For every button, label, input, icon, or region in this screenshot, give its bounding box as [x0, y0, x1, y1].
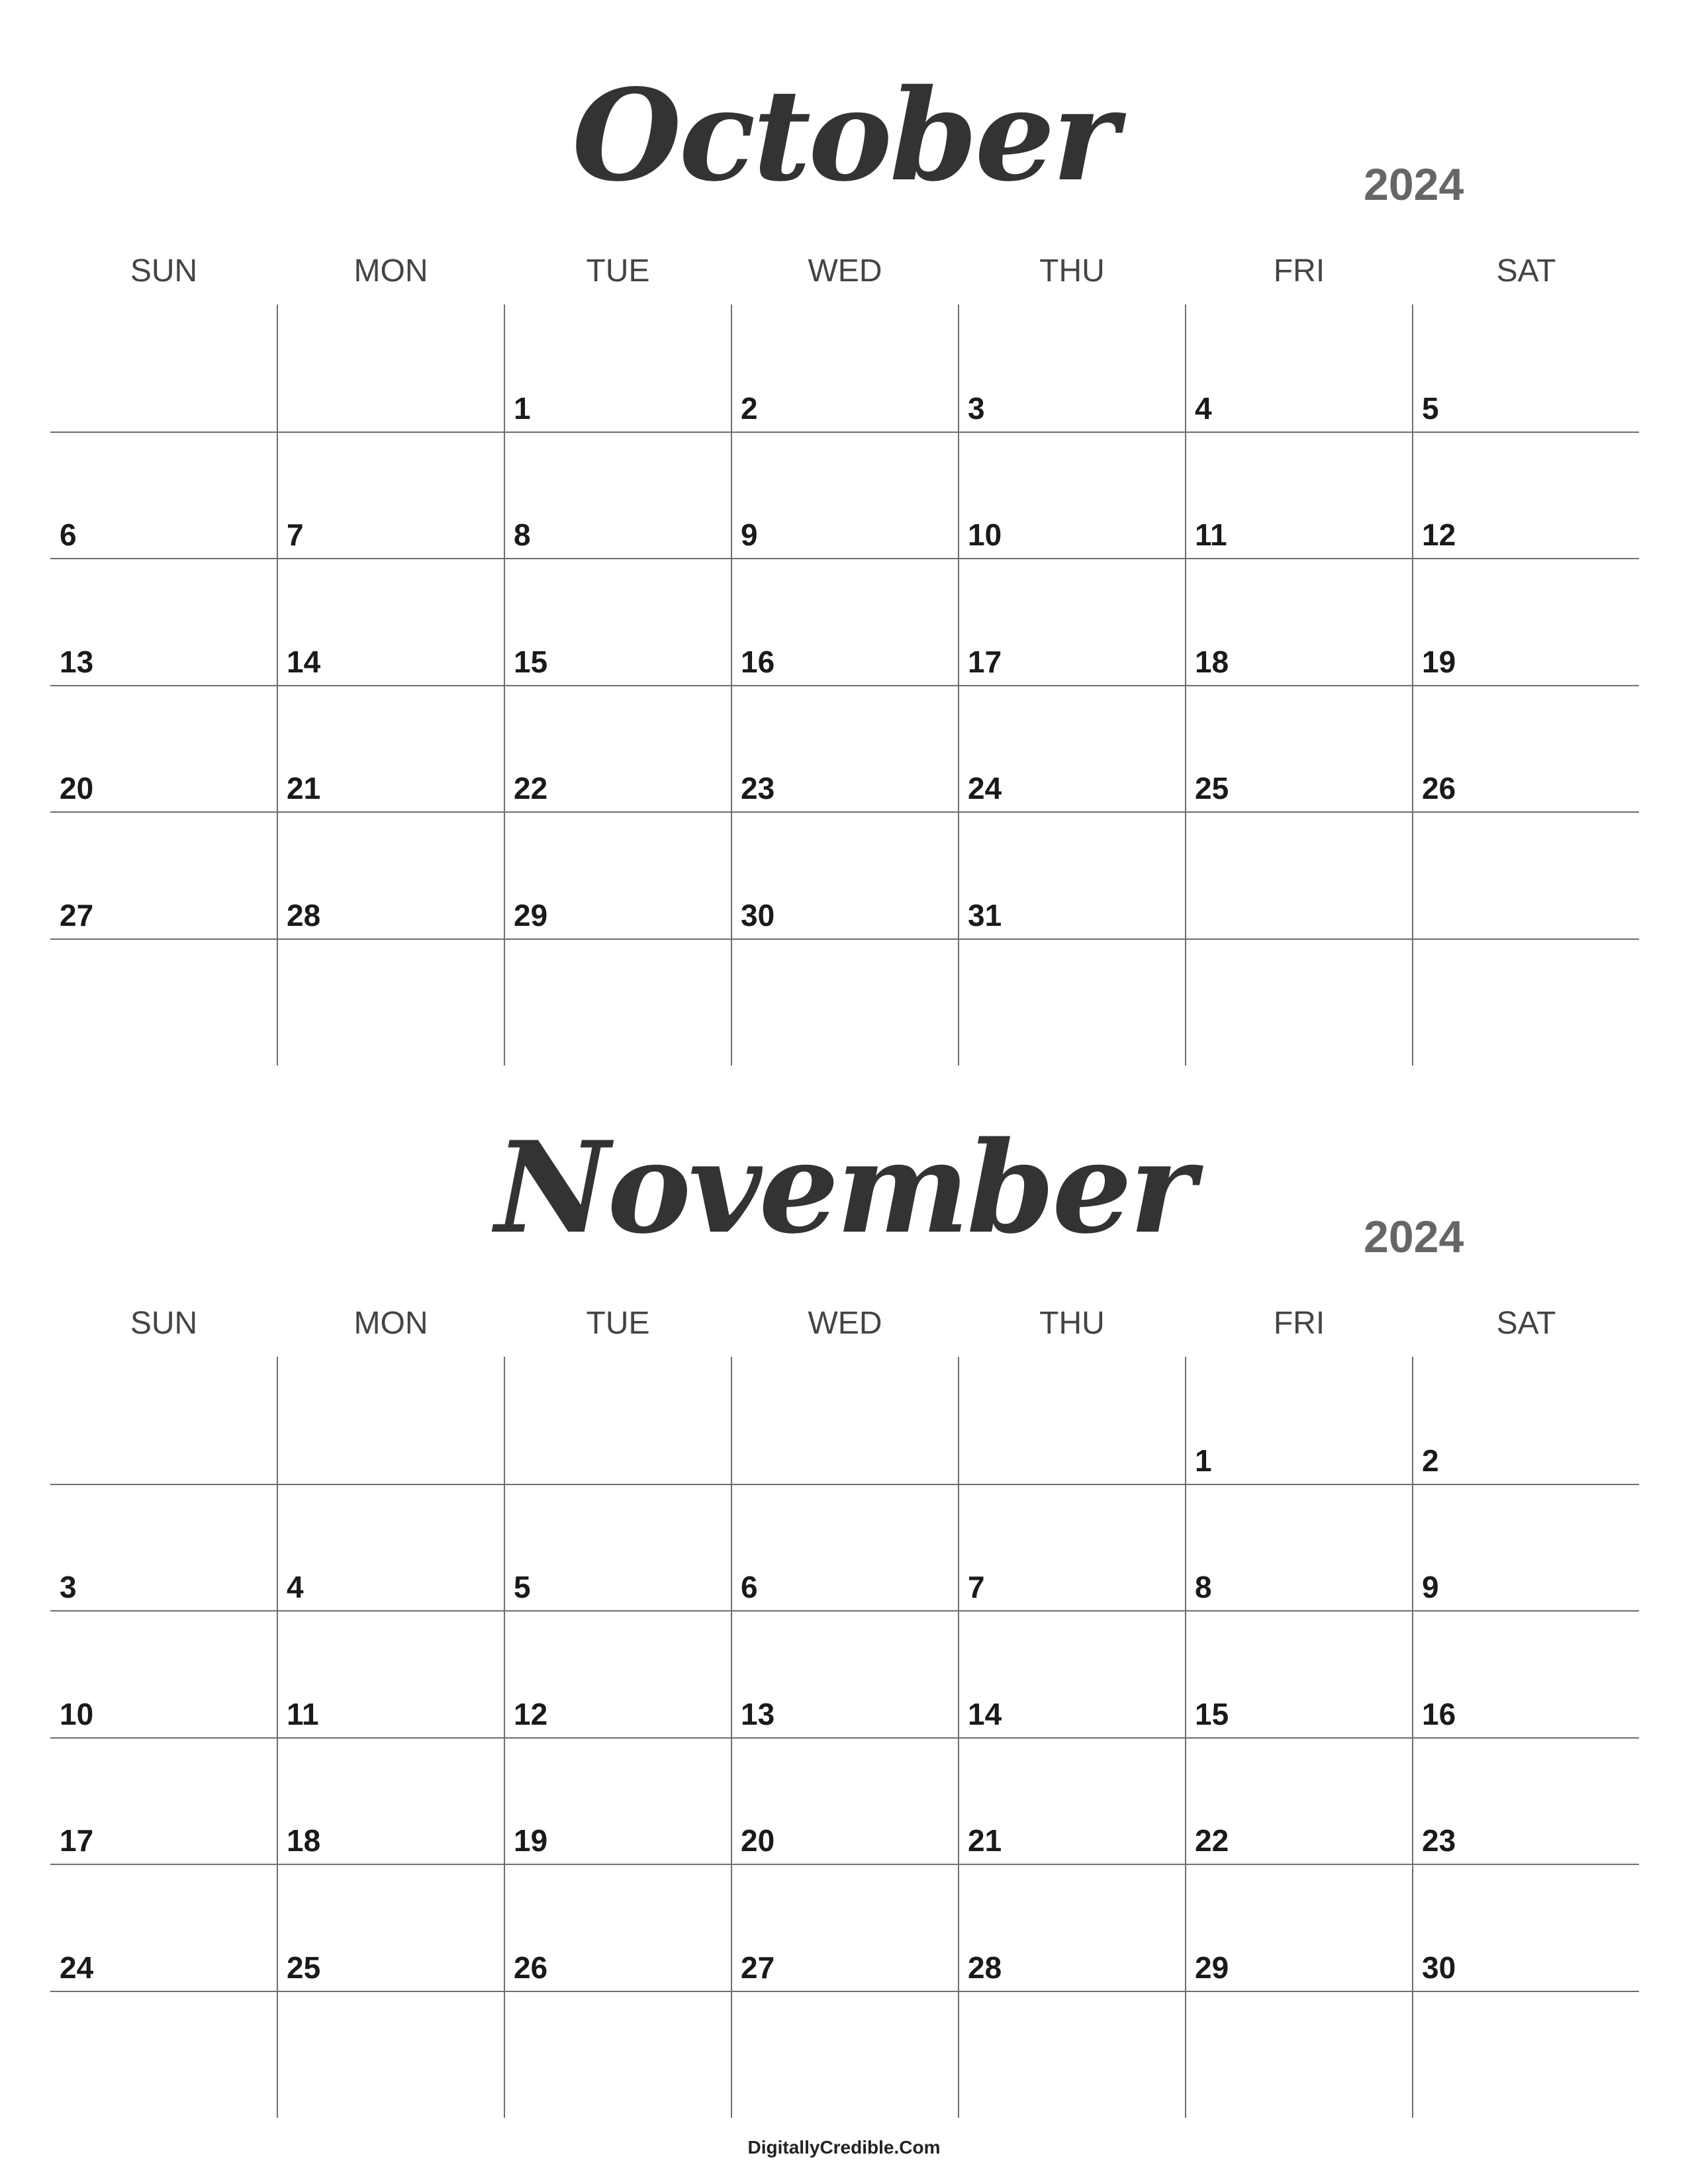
- day-number: 5: [1422, 391, 1439, 426]
- day-number: 19: [514, 1823, 548, 1858]
- day-number: 27: [741, 1950, 775, 1985]
- weekday-header: [50, 251, 1639, 291]
- column-divider: [958, 1357, 959, 2118]
- row-divider: [50, 811, 1639, 813]
- day-number: 22: [514, 771, 548, 805]
- day-number: 19: [1422, 645, 1456, 679]
- day-number: 8: [514, 518, 531, 552]
- weekday-label: WED: [808, 1306, 882, 1341]
- column-divider: [1412, 304, 1413, 1066]
- column-divider: [1185, 304, 1186, 1066]
- day-number: 7: [287, 518, 304, 552]
- day-number: 16: [1422, 1697, 1456, 1731]
- day-number: 16: [741, 645, 775, 679]
- row-divider: [50, 432, 1639, 433]
- day-number: 26: [514, 1950, 548, 1985]
- row-divider: [50, 938, 1639, 940]
- day-number: 20: [60, 771, 94, 805]
- weekday-label: SAT: [1496, 1306, 1556, 1341]
- day-number: 12: [1422, 518, 1456, 552]
- weekday-label: THU: [1039, 1306, 1105, 1341]
- column-divider: [731, 304, 732, 1066]
- day-number: 30: [741, 898, 775, 933]
- day-number: 1: [514, 391, 531, 426]
- weekday-label: SAT: [1496, 253, 1556, 289]
- day-number: 4: [287, 1570, 304, 1604]
- day-number: 11: [1195, 518, 1227, 552]
- month-title: October: [572, 62, 1116, 209]
- day-number: 10: [968, 518, 1002, 552]
- day-number: 20: [741, 1823, 775, 1858]
- day-number: 2: [741, 391, 758, 426]
- day-number: 13: [60, 645, 94, 679]
- day-number: 23: [741, 771, 775, 805]
- day-number: 26: [1422, 771, 1456, 805]
- year-label: 2024: [1364, 159, 1464, 210]
- footer-credit: DigitallyCredible.Com: [747, 2137, 941, 2158]
- day-number: 10: [60, 1697, 94, 1731]
- day-number: 3: [60, 1570, 77, 1604]
- day-number: 24: [968, 771, 1002, 805]
- column-divider: [504, 1357, 505, 2118]
- column-divider: [1185, 1357, 1186, 2118]
- day-number: 5: [514, 1570, 531, 1604]
- weekday-label: TUE: [586, 253, 650, 289]
- day-number: 23: [1422, 1823, 1456, 1858]
- day-number: 22: [1195, 1823, 1229, 1858]
- column-divider: [277, 1357, 278, 2118]
- day-number: 28: [287, 898, 321, 933]
- day-number: 25: [287, 1950, 321, 1985]
- day-number: 15: [1195, 1697, 1229, 1731]
- weekday-label: TUE: [586, 1306, 650, 1341]
- row-divider: [50, 558, 1639, 559]
- row-divider: [50, 1737, 1639, 1739]
- column-divider: [1412, 1357, 1413, 2118]
- day-number: 11: [287, 1697, 319, 1731]
- day-number: 15: [514, 645, 548, 679]
- day-number: 9: [1422, 1570, 1439, 1604]
- day-number: 18: [1195, 645, 1229, 679]
- day-number: 18: [287, 1823, 321, 1858]
- row-divider: [50, 1864, 1639, 1865]
- day-number: 29: [514, 898, 548, 933]
- day-number: 2: [1422, 1443, 1439, 1478]
- weekday-label: FRI: [1273, 1306, 1325, 1341]
- column-divider: [277, 304, 278, 1066]
- day-number: 4: [1195, 391, 1212, 426]
- day-number: 6: [741, 1570, 758, 1604]
- day-number: 28: [968, 1950, 1002, 1985]
- row-divider: [50, 1484, 1639, 1485]
- column-divider: [958, 304, 959, 1066]
- day-number: 13: [741, 1697, 775, 1731]
- weekday-label: MON: [353, 1306, 428, 1341]
- day-number: 29: [1195, 1950, 1229, 1985]
- day-number: 14: [287, 645, 321, 679]
- weekday-label: WED: [808, 253, 882, 289]
- day-number: 21: [968, 1823, 1002, 1858]
- day-number: 3: [968, 391, 985, 426]
- weekday-label: SUN: [130, 253, 198, 289]
- day-number: 7: [968, 1570, 985, 1604]
- day-number: 9: [741, 518, 758, 552]
- day-number: 14: [968, 1697, 1002, 1731]
- calendar-grid: [50, 1357, 1639, 2118]
- weekday-label: MON: [353, 253, 428, 289]
- calendar-grid: [50, 304, 1639, 1066]
- row-divider: [50, 1991, 1639, 1992]
- year-label: 2024: [1364, 1212, 1464, 1262]
- day-number: 21: [287, 771, 321, 805]
- day-number: 12: [514, 1697, 548, 1731]
- month-title: November: [494, 1114, 1194, 1261]
- weekday-header: [50, 1304, 1639, 1343]
- day-number: 1: [1195, 1443, 1212, 1478]
- weekday-label: FRI: [1273, 253, 1325, 289]
- day-number: 17: [968, 645, 1002, 679]
- day-number: 30: [1422, 1950, 1456, 1985]
- day-number: 17: [60, 1823, 94, 1858]
- day-number: 25: [1195, 771, 1229, 805]
- day-number: 8: [1195, 1570, 1212, 1604]
- calendar-november: [0, 1052, 1688, 2085]
- calendar-october: [0, 0, 1688, 1032]
- weekday-label: SUN: [130, 1306, 198, 1341]
- weekday-label: THU: [1039, 253, 1105, 289]
- row-divider: [50, 685, 1639, 686]
- column-divider: [504, 304, 505, 1066]
- column-divider: [731, 1357, 732, 2118]
- row-divider: [50, 1610, 1639, 1612]
- day-number: 31: [968, 898, 1002, 933]
- day-number: 6: [60, 518, 77, 552]
- day-number: 27: [60, 898, 94, 933]
- day-number: 24: [60, 1950, 94, 1985]
